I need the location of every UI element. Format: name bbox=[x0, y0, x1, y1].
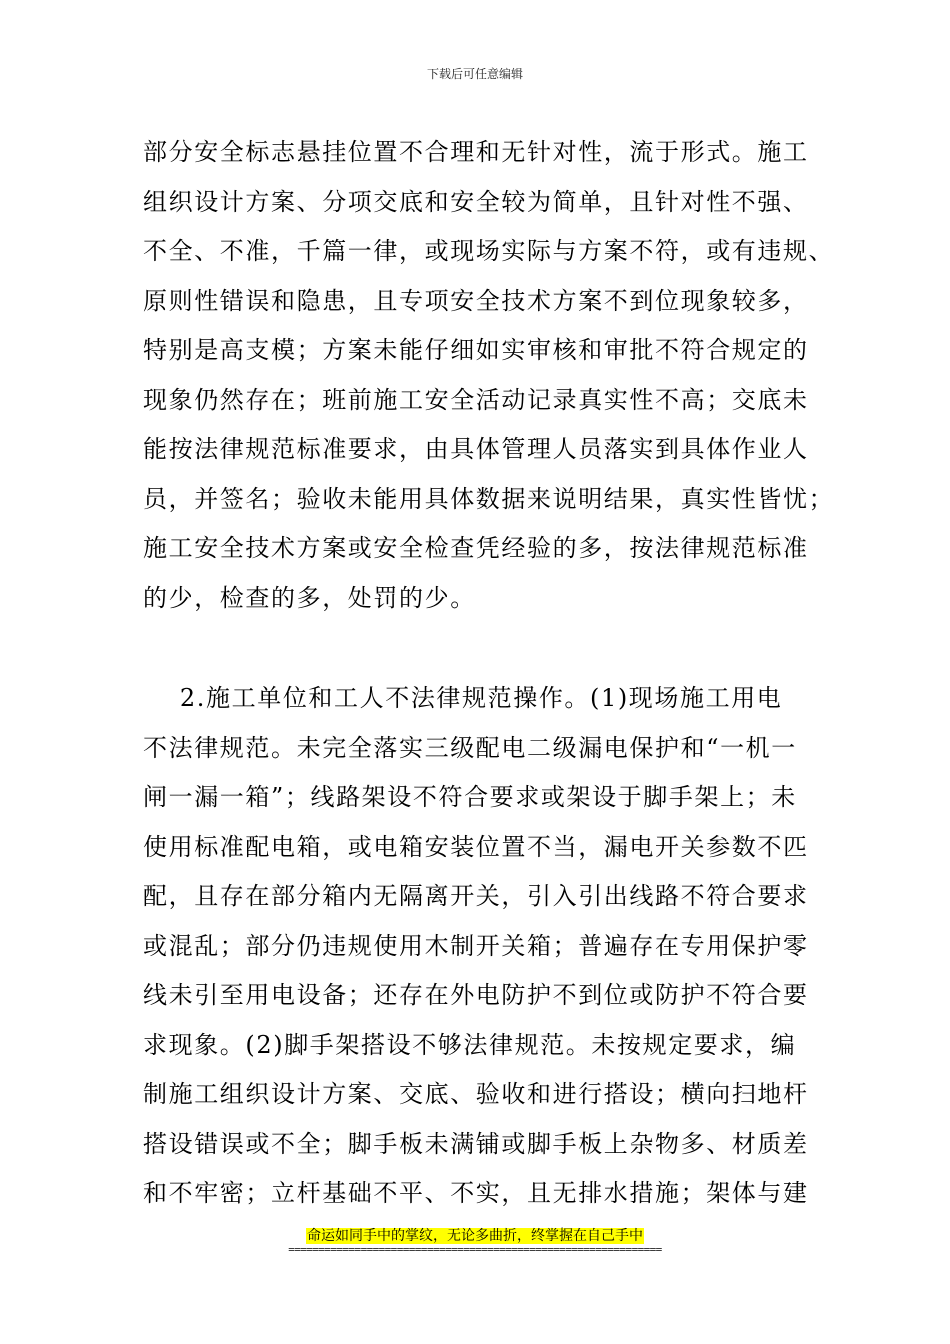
text-line: 和不牢密；立杆基础不平、不实，且无排水措施；架体与建 bbox=[143, 1179, 809, 1207]
page-header: 下载后可任意编辑 bbox=[426, 67, 523, 81]
text-line: 制施工组织设计方案、交底、验收和进行搭设；横向扫地杆 bbox=[143, 1080, 809, 1108]
text-line: 求现象。(2)脚手架搭设不够法律规范。未按规定要求，编 bbox=[143, 1030, 797, 1059]
text-line: 使用标准配电箱，或电箱安装位置不当，漏电开关参数不匹 bbox=[143, 832, 809, 861]
text-line: 不全、不准，千篇一律，或现场实际与方案不符，或有违规、 bbox=[143, 237, 835, 265]
text-line: 现象仍然存在；班前施工安全活动记录真实性不高；交底未 bbox=[143, 385, 809, 414]
text-line: 或混乱；部分仍违规使用木制开关箱；普遍存在专用保护零 bbox=[143, 931, 809, 960]
body-paragraph-1 bbox=[143, 128, 843, 623]
text-line: 的少，检查的多，处罚的少。 bbox=[143, 583, 476, 612]
footer-motto-text: 命运如同手中的掌纹，无论多曲折，终掌握在自己手中 bbox=[307, 1228, 643, 1244]
text-line: 员，并签名；验收未能用具体数据来说明结果，真实性皆忧； bbox=[143, 484, 835, 513]
text-line: 能按法律规范标准要求，由具体管理人员落实到具体作业人 bbox=[143, 435, 809, 463]
body-paragraph-2 bbox=[143, 674, 843, 1219]
text-line: 闸一漏一箱”；线路架设不符合要求或架设于脚手架上；未 bbox=[143, 783, 797, 811]
text-line: 不法律规范。未完全落实三级配电二级漏电保护和“一机一 bbox=[143, 733, 797, 762]
text-line: 施工安全技术方案或安全检查凭经验的多，按法律规范标准 bbox=[143, 534, 809, 562]
text-line: 特别是高支模；方案未能仔细如实审核和审批不符合规定的 bbox=[143, 336, 809, 364]
text-line: 搭设错误或不全；脚手板未满铺或脚手板上杂物多、材质差 bbox=[143, 1129, 809, 1158]
text-line: 2.施工单位和工人不法律规范操作。(1)现场施工用电 bbox=[143, 684, 783, 712]
footer-divider: ============================================================== bbox=[288, 1243, 662, 1256]
text-line: 线未引至用电设备；还存在外电防护不到位或防护不符合要 bbox=[143, 981, 809, 1009]
text-line: 组织设计方案、分项交底和安全较为简单，且针对性不强、 bbox=[143, 187, 809, 216]
text-line: 配，且存在部分箱内无隔离开关，引入引出线路不符合要求 bbox=[143, 882, 809, 910]
text-line: 原则性错误和隐患，且专项安全技术方案不到位现象较多， bbox=[143, 286, 809, 315]
text-line: 部分安全标志悬挂位置不合理和无针对性，流于形式。施工 bbox=[143, 138, 809, 166]
